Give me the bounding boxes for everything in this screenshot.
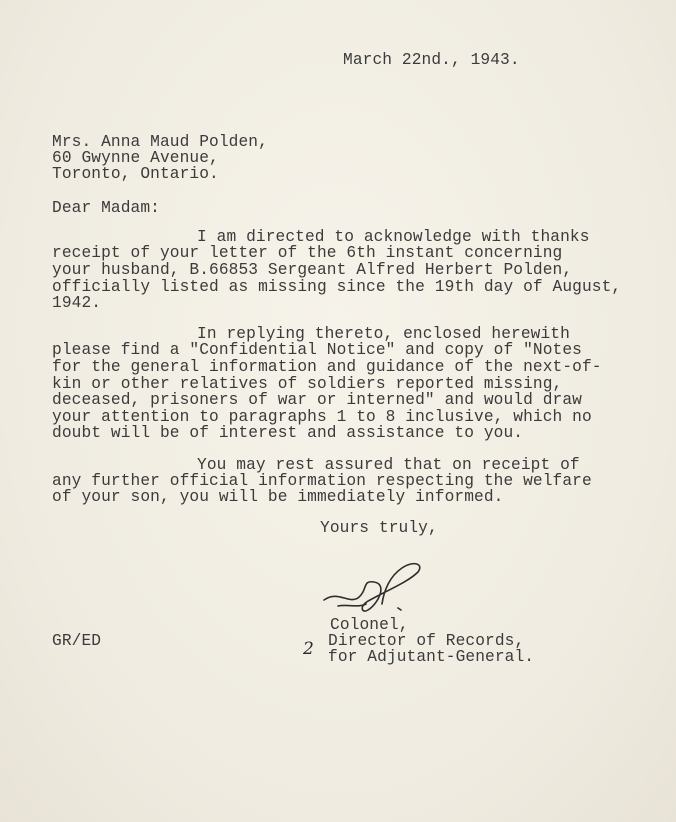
paragraph-2-line: kin or other relatives of soldiers reported missing, xyxy=(52,375,563,393)
salutation: Dear Madam: xyxy=(52,199,160,217)
paragraph-1-line: officially listed as missing since the 19th day of August, xyxy=(52,278,622,296)
paragraph-2-line: In replying thereto, enclosed herewith xyxy=(197,325,570,343)
paragraph-2-line: deceased, prisoners of war or interned" and would draw xyxy=(52,391,582,409)
signatory-rank: Colonel, xyxy=(330,616,409,634)
paragraph-2-line: doubt will be of interest and assistance to you. xyxy=(52,424,524,442)
signatory-title: Director of Records, xyxy=(328,632,525,650)
paragraph-3-line: any further official information respecting the welfare xyxy=(52,472,592,490)
paragraph-1-line: receipt of your letter of the 6th instant concerning xyxy=(52,244,563,262)
recipient-city: Toronto, Ontario. xyxy=(52,165,219,183)
handwritten-signature xyxy=(318,560,428,620)
recipient-name: Mrs. Anna Maud Polden, xyxy=(52,133,268,151)
paragraph-1-line: I am directed to acknowledge with thanks xyxy=(197,228,590,246)
recipient-street: 60 Gwynne Avenue, xyxy=(52,149,219,167)
signatory-on-behalf: for Adjutant-General. xyxy=(328,648,535,666)
paragraph-1-line: your husband, B.66853 Sergeant Alfred Herbert Polden, xyxy=(52,261,573,279)
letter-date: March 22nd., 1943. xyxy=(343,51,520,69)
paragraph-1-line: 1942. xyxy=(52,294,102,312)
paragraph-2-line: for the general information and guidance of the next-of- xyxy=(52,358,602,376)
paragraph-2-line: your attention to paragraphs 1 to 8 inclusive, which no xyxy=(52,408,592,426)
reference-initials: GR/ED xyxy=(52,632,102,650)
handwritten-initial-mark: 2 xyxy=(303,639,314,659)
closing: Yours truly, xyxy=(320,519,438,537)
paragraph-3-line: You may rest assured that on receipt of xyxy=(197,456,580,474)
paragraph-3-line: of your son, you will be immediately informed. xyxy=(52,488,504,506)
paragraph-2-line: please find a "Confidential Notice" and copy of "Notes xyxy=(52,341,582,359)
